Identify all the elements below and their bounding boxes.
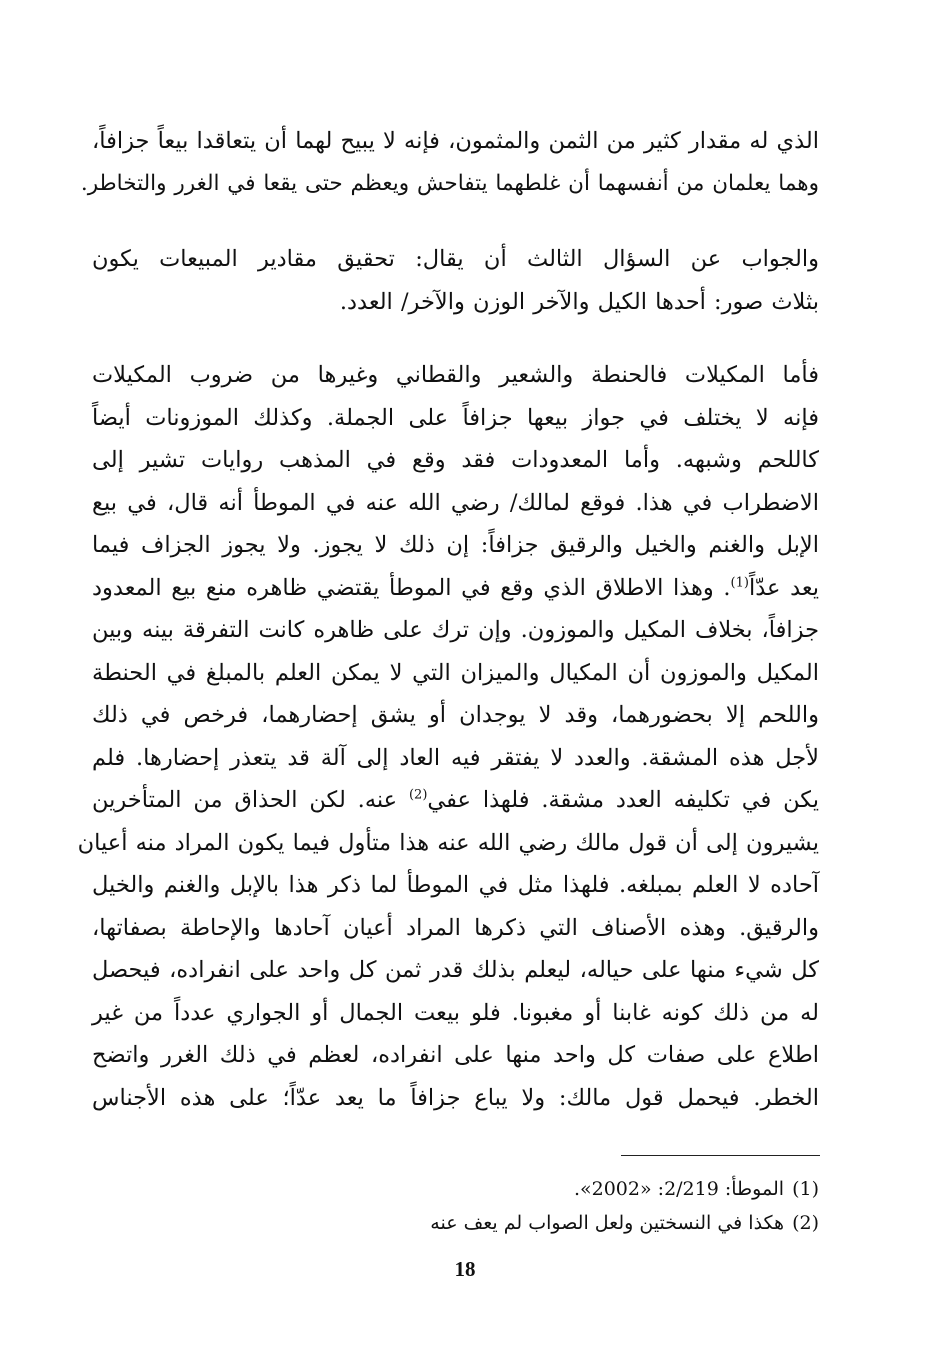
text-line: اطلاع على صفات كل واحد منها على انفراده، لعظم في ذلك الغرر واتضح: [92, 1042, 819, 1068]
footnote-ref-2: (2): [408, 787, 428, 803]
text-line: آحاده لا العلم بمبلغه. فلهذا مثل في الموطأ لما ذكر هذا بالإبل والغنم والخيل: [92, 872, 819, 898]
text-line: فأما المكيلات فالحنطة والشعير والقطاني وغيرها من ضروب المكيلات: [92, 362, 819, 388]
text-segment: عنه. لكن الحذاق من المتأخرين: [92, 787, 409, 813]
text-line: الذي له مقدار كثير من الثمن والمثمون، فإنه لا يبيح لهما أن يتعاقدا بيعاً جزافاً،: [92, 128, 819, 154]
text-line: جزافاً، بخلاف المكيل والموزون. وإن ترك على ظاهره كانت التفرقة بينه وبين: [92, 617, 819, 643]
text-segment: يكن في تكليفه العدد مشقة. فلهذا عفي: [427, 787, 819, 813]
footnote-number: (2): [792, 1212, 819, 1234]
text-line-with-footnote-1: [92, 567, 819, 610]
text-line: لأجل هذه المشقة. والعدد لا يفتقر فيه العاد إلى آلة قد يتعذر إحضارها. فلم: [92, 744, 819, 771]
text-line: الإبل والغنم والخيل والرقيق جزافاً: إن ذلك لا يجوز. ولا يجوز الجزاف فيما: [92, 532, 819, 558]
text-segment: . وهذا الاطلاق الذي وقع في الموطأ يقتضي ظاهره منع بيع المعدود: [92, 574, 731, 601]
text-line: له من ذلك كونه غابنا أو مغبونا. فلو بيعت الجمال أو الجواري عدداً من غير: [92, 999, 819, 1026]
text-line: كل شيء منها على حياله، ليعلم بذلك قدر ثمن كل واحد على انفراده، فيحصل: [92, 957, 819, 983]
paragraph-3: [77, 354, 819, 1119]
paragraph-1: [80, 120, 819, 205]
text-line: يشيرون إلى أن قول مالك رضي الله عنه هذا متأول فيما يكون المراد منه أعيان: [77, 829, 819, 856]
text-line: والرقيق. وهذه الأصناف التي ذكرها المراد أعيان آحادها والإحاطة بصفاتها،: [92, 914, 819, 941]
footnote-ref-1: (1): [730, 575, 749, 590]
text-line: بثلاث صور: أحدها الكيل والآخر الوزن والآخر/ العدد.: [339, 288, 819, 315]
footnote-number: (1): [792, 1178, 819, 1200]
text-line-with-footnote-2: [92, 779, 819, 822]
text-line: المكيل والموزون أن المكيال والميزان التي لا يمكن العلم بالمبلغ في الحنطة: [92, 659, 819, 686]
footnote-2: [200, 1208, 819, 1238]
text-line: وهما يعلمان من أنفسهما أن غلطهما يتفاحش ويعظم حتى يقعا في الغرر والتخاطر.: [80, 170, 819, 196]
page-number: 18: [454, 1257, 476, 1281]
text-line: واللحم إلا بحضورهما، وقد لا يوجدان أو يشق إحضارهما، فرخص في ذلك: [92, 702, 819, 728]
footnote-separator: [621, 1155, 820, 1156]
text-line: فإنه لا يختلف في جواز بيعها جزافاً على الجملة. وكذلك الموزونات أيضاً: [92, 404, 819, 431]
text-line: والجواب عن السؤال الثالث أن يقال: تحقيق مقادير المبيعات يكون: [92, 246, 819, 272]
text-segment: يعد عدّاً: [748, 574, 819, 601]
footnote-text: هكذا في النسختين ولعل الصواب لم يعف عنه: [430, 1212, 785, 1234]
text-line: الخطر. فيحمل قول مالك: ولا يباع جزافاً ما يعد عدّاً؛ على هذه الأجناس: [92, 1084, 819, 1111]
text-line: كاللحم وشبهه. وأما المعدودات فقد وقع في المذهب روايات تشير إلى: [92, 447, 819, 473]
footnote-1: [200, 1174, 819, 1204]
paragraph-2: [92, 238, 819, 323]
footnote-text: الموطأ: 2/219: «2002».: [573, 1178, 785, 1200]
text-line: الاضطراب في هذا. فوقع لمالك/ رضي الله عنه في الموطأ أنه قال، في بيع: [92, 489, 819, 516]
